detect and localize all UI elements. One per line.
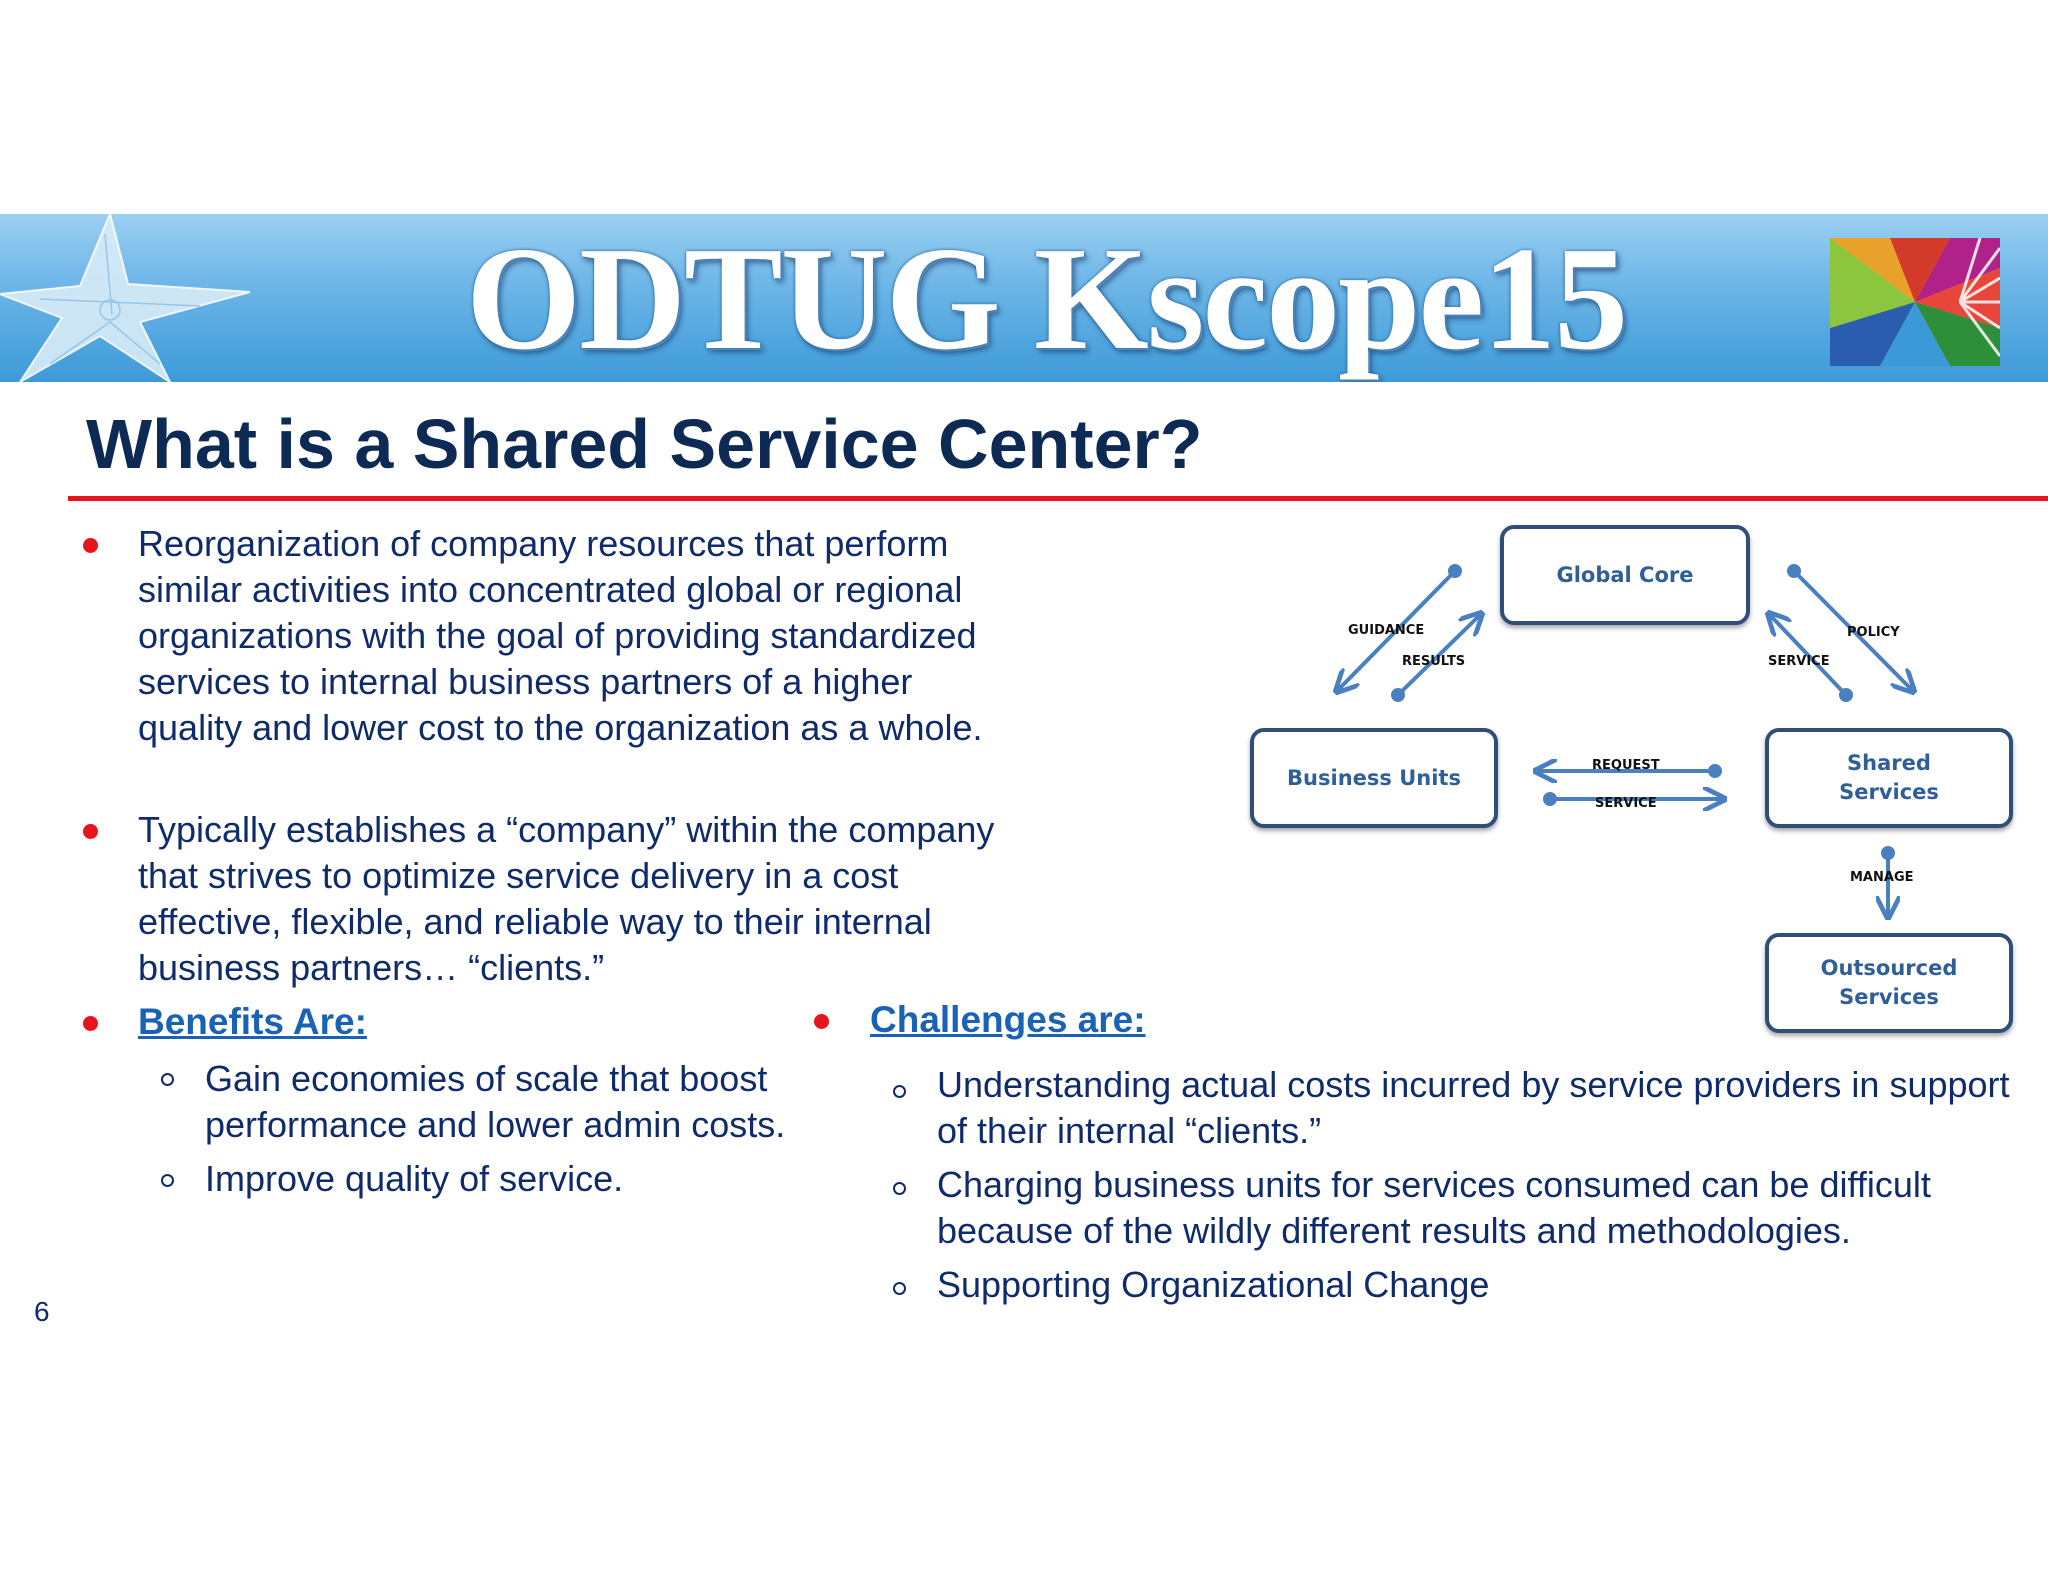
benefit-item: Improve quality of service. <box>205 1158 624 1199</box>
banner-logo-text: ODTUG Kscope15 <box>466 217 1627 381</box>
header-banner <box>0 214 2048 382</box>
bullet-marker <box>814 1014 829 1029</box>
sub-bullet-marker <box>161 1073 174 1086</box>
sub-bullet-marker <box>893 1085 906 1098</box>
bullet-marker <box>83 824 98 839</box>
bullet-marker <box>83 538 98 553</box>
starfish-icon <box>0 214 260 382</box>
sub-bullet-marker <box>161 1174 174 1187</box>
label-results: RESULTS <box>1402 654 1466 669</box>
node-business-units: Business Units <box>1250 728 1498 828</box>
challenge-item: Charging business units for services consumed can be difficult because of the wildly different results and methodologies. <box>937 1164 1931 1251</box>
label-guidance: GUIDANCE <box>1348 623 1425 638</box>
page-number: 6 <box>34 1296 50 1327</box>
shared-service-diagram <box>1230 515 2040 1045</box>
bullet-marker <box>83 1016 98 1031</box>
node-shared-services: Shared Services <box>1765 728 2013 828</box>
sub-bullet-marker <box>893 1282 906 1295</box>
challenge-item: Understanding actual costs incurred by service providers in support of their internal “clients.” <box>937 1064 2010 1151</box>
benefits-heading[interactable]: Benefits Are: <box>138 1001 367 1042</box>
challenge-item: Supporting Organizational Change <box>937 1264 1490 1305</box>
page-title: What is a Shared Service Center? <box>86 405 1203 483</box>
label-service-mid: SERVICE <box>1595 796 1657 811</box>
bullet-text: Typically establishes a “company” within the company that strives to optimize service delivery in a cost effective, flexible, and reliable way to their internal business partners… “clients.” <box>138 809 995 988</box>
benefit-item: Gain economies of scale that boost performance and lower admin costs. <box>205 1058 786 1145</box>
bullet-text: Reorganization of company resources that perform similar activities into concentrated global or regional organizations with the goal of providing standardized services to internal business partners of a higher quality and lower cost to the organization as a whole. <box>138 523 983 748</box>
label-manage: MANAGE <box>1850 870 1914 885</box>
node-outsourced-services: Outsourced Services <box>1765 933 2013 1033</box>
challenges-heading[interactable]: Challenges are: <box>870 999 1146 1040</box>
sub-bullet-marker <box>893 1182 906 1195</box>
label-service-top: SERVICE <box>1768 654 1830 669</box>
title-divider <box>68 496 2048 501</box>
colorful-burst-icon <box>1830 238 2000 366</box>
label-policy: POLICY <box>1847 625 1900 640</box>
label-request: REQUEST <box>1592 758 1660 773</box>
node-global-core: Global Core <box>1500 525 1750 625</box>
